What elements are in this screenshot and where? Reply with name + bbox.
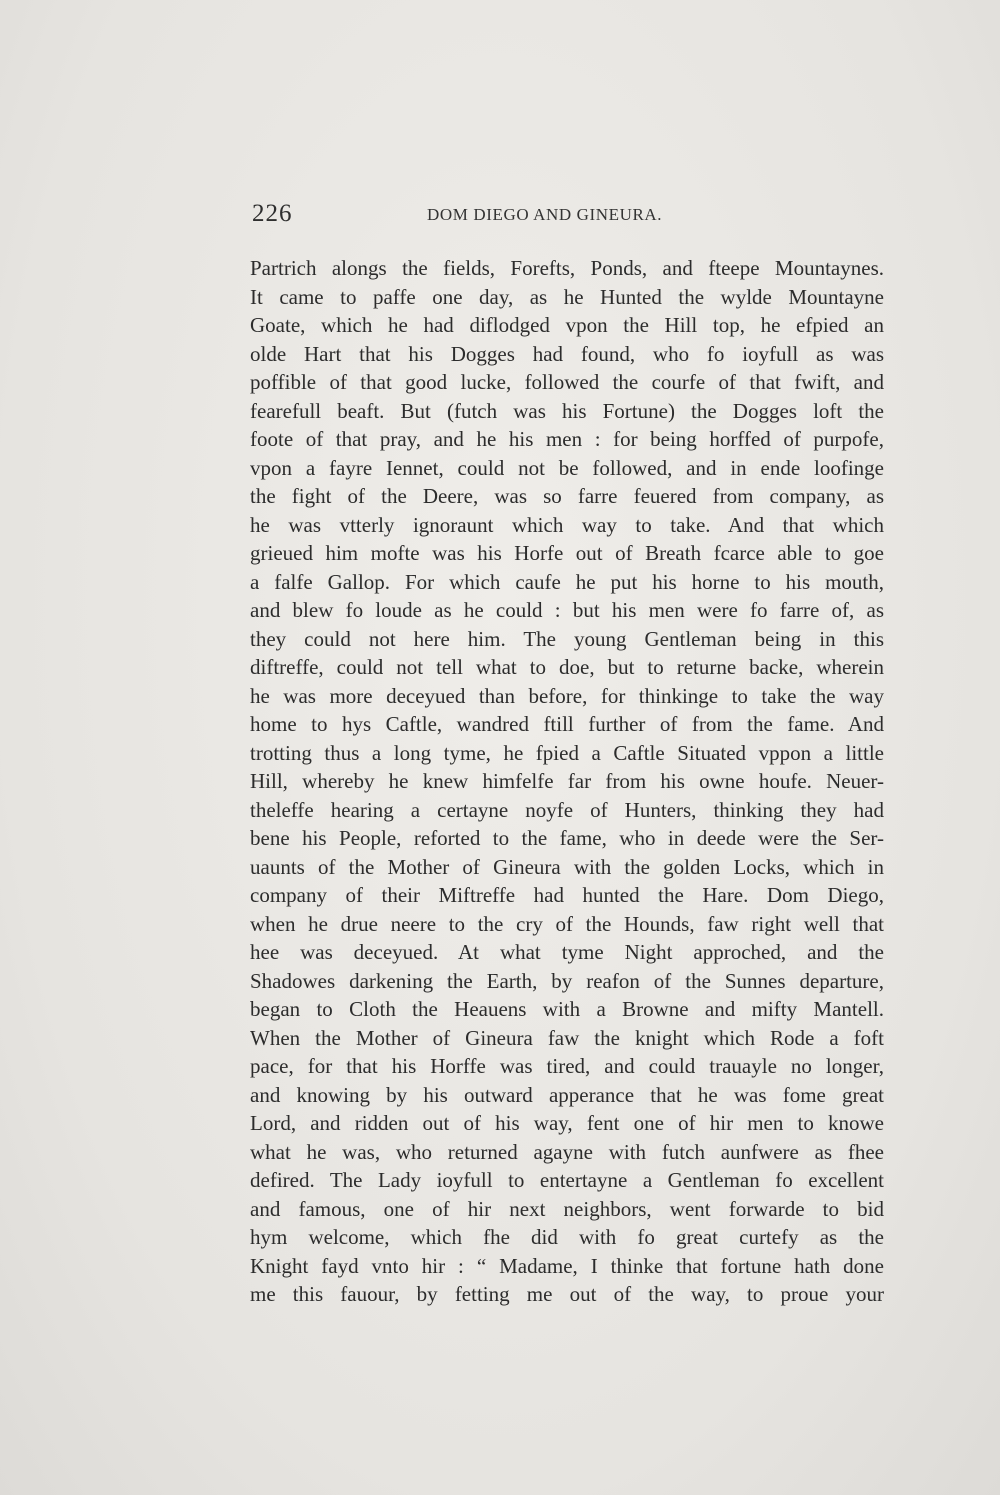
text-line: Hill, whereby he knew himfelfe far from his owne houfe. Neuer-	[250, 769, 884, 793]
text-line: the fight of the Deere, was so farre feuered from company, as	[250, 484, 884, 508]
text-line: olde Hart that his Dogges had found, who fo ioyfull as was	[250, 341, 884, 366]
text-line: Knight fayd vnto hir : “ Madame, I thinke that fortune hath done	[250, 1253, 884, 1278]
text-line: Shadowes darkening the Earth, by reafon of the Sunnes departure,	[250, 968, 884, 993]
text-line: and blew fo loude as he could : but his men were fo farre of, as	[250, 598, 884, 622]
text-line: Goate, which he had diflodged vpon the Hill top, he efpied an	[250, 313, 884, 337]
text-line: It came to paffe one day, as he Hunted the wylde Mountayne	[250, 284, 884, 309]
text-line: bene his People, reforted to the fame, who in deede were the Ser-	[250, 826, 884, 850]
text-line: grieued him mofte was his Horfe out of Breath fcarce able to goe	[250, 541, 884, 565]
running-head	[252, 200, 882, 234]
text-line: fearefull beaft. But (futch was his Fortune) the Dogges loft the	[250, 398, 884, 423]
text-line: trotting thus a long tyme, he fpied a Caftle Situated vppon a little	[250, 740, 884, 765]
text-line: home to hys Caftle, wandred ftill further of from the fame. And	[250, 712, 884, 736]
text-line: foote of that pray, and he his men : for being horffed of purpofe,	[250, 427, 884, 451]
text-line: what he was, who returned agayne with futch aunfwere as fhee	[250, 1139, 884, 1164]
text-line: me this fauour, by fetting me out of the way, to proue your	[250, 1282, 884, 1306]
text-line: hym welcome, which fhe did with fo great curtefy as the	[250, 1225, 884, 1249]
text-line: Partrich alongs the fields, Forefts, Ponds, and fteepe Mountaynes.	[250, 256, 884, 280]
text-line: Lord, and ridden out of his way, fent one of hir men to knowe	[250, 1111, 884, 1135]
text-line: diftreffe, could not tell what to doe, but to returne backe, wherein	[250, 655, 884, 679]
body-text	[250, 254, 884, 1309]
text-line: began to Cloth the Heauens with a Browne and mifty Mantell.	[250, 997, 884, 1021]
text-line: he was vtterly ignoraunt which way to take. And that which	[250, 512, 884, 537]
text-line: a falfe Gallop. For which caufe he put his horne to his mouth,	[250, 569, 884, 594]
text-line: company of their Miftreffe had hunted the Hare. Dom Diego,	[250, 883, 884, 907]
text-line: vpon a fayre Iennet, could not be followed, and in ende loofinge	[250, 455, 884, 480]
text-line: poffible of that good lucke, followed the courfe of that fwift, and	[250, 370, 884, 394]
text-line: theleffe hearing a certayne noyfe of Hunters, thinking they had	[250, 797, 884, 822]
text-line: and knowing by his outward apperance that he was fome great	[250, 1082, 884, 1107]
text-line: and famous, one of hir next neighbors, went forwarde to bid	[250, 1196, 884, 1221]
running-title: DOM DIEGO AND GINEURA.	[427, 205, 663, 224]
text-line: defired. The Lady ioyfull to entertayne a Gentleman fo excellent	[250, 1168, 884, 1192]
text-line: hee was deceyued. At what tyme Night approched, and the	[250, 940, 884, 964]
page-number: 226	[252, 200, 293, 227]
text-line: they could not here him. The young Gentleman being in this	[250, 626, 884, 651]
text-line: When the Mother of Gineura faw the knight which Rode a foft	[250, 1025, 884, 1050]
text-line: when he drue neere to the cry of the Hounds, faw right well that	[250, 911, 884, 936]
text-line: uaunts of the Mother of Gineura with the golden Locks, which in	[250, 854, 884, 879]
text-line: pace, for that his Horffe was tired, and could trauayle no longer,	[250, 1054, 884, 1078]
text-line: he was more deceyued than before, for thinkinge to take the way	[250, 683, 884, 708]
